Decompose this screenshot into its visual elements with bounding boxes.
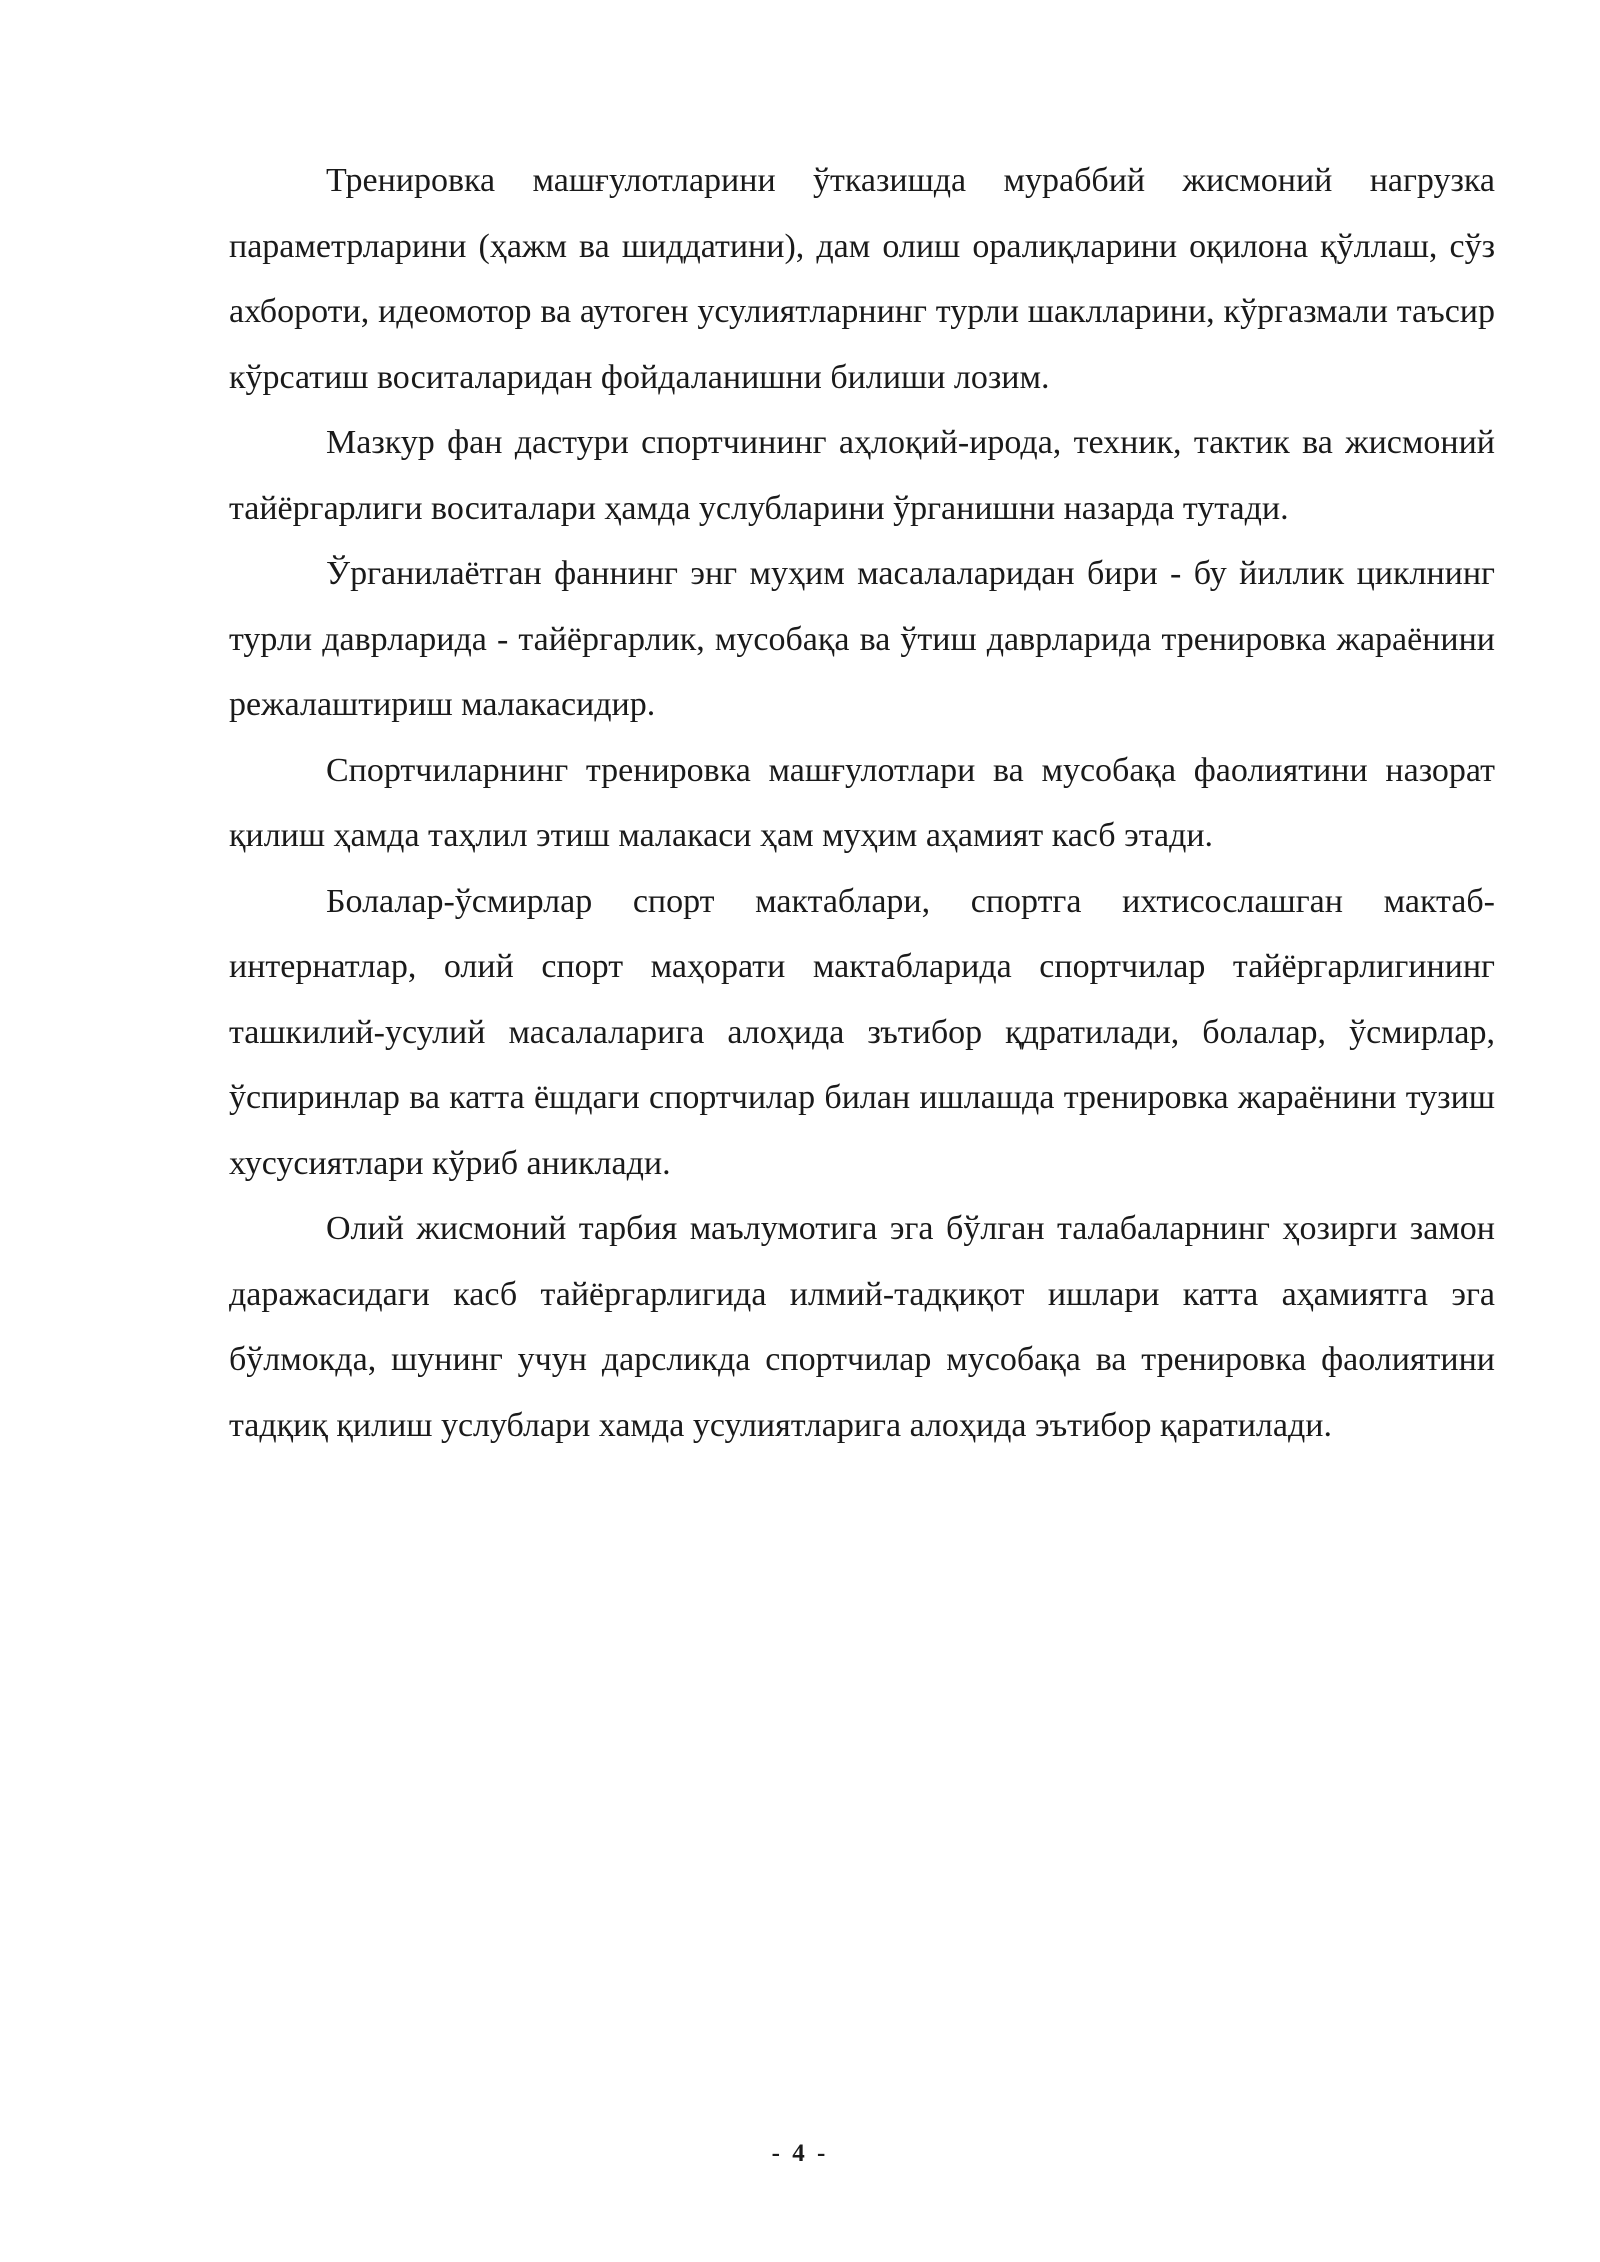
paragraph-5: Болалар-ўсмирлар спорт мактаблари, спортга ихтисослашган мактаб-интернатлар, олий спорт маҳорати мактабларида спортчилар тайёргарлигининг ташкилий-усулий масалаларига алоҳида зътибор қдратилади, болалар, ўсмирлар, ўспиринлар ва катта ёшдаги спортчилар билан ишлашда тренировка жараёнини тузиш хусусиятлари кўриб аниклади. [229,882,1495,1182]
paragraph-2: Мазкур фан дастури спортчининг аҳлоқий-ирода, техник, тактик ва жисмоний тайёргарлиги воситалари ҳамда услубларини ўрганишни назарда тутади. [229,424,1495,527]
paragraph-4: Спортчиларнинг тренировка машғулотлари ва мусобақа фаолиятини назорат қилиш ҳамда таҳлил этиш малакаси ҳам муҳим аҳамият касб этади. [229,751,1495,854]
page-number: - 4 - [771,2140,829,2167]
paragraph-3: Ўрганилаётган фаннинг энг муҳим масалаларидан бири - бу йиллик циклнинг турли даврларида - тайёргарлик, мусобақа ва ўтиш даврларида тренировка жараёнини режалаштириш малакасидир. [229,555,1495,723]
paragraph-6: Олий жисмоний тарбия маълумотига эга бўлган талабаларнинг ҳозирги замон даражасидаги касб тайёргарлигида илмий-тадқиқот ишлари катта аҳамиятга эга бўлмокда, шунинг учун дарсликда спортчилар мусобақа ва тренировка фаолиятини тадқиқ қилиш услублари хамда усулиятларига алоҳида эътибор қаратилади. [229,1210,1495,1444]
paragraph-1: Тренировка машғулотларини ўтказишда мураббий жисмоний нагрузка параметрларини (ҳажм ва шиддатини), дам олиш оралиқларини оқилона қўллаш, сўз ахбороти, идеомотор ва аутоген усулиятларнинг турли шаклларини, кўргазмали таъсир кўрсатиш воситаларидан фойдаланишни билиши лозим. [229,162,1495,396]
body-text [229,148,1495,1458]
